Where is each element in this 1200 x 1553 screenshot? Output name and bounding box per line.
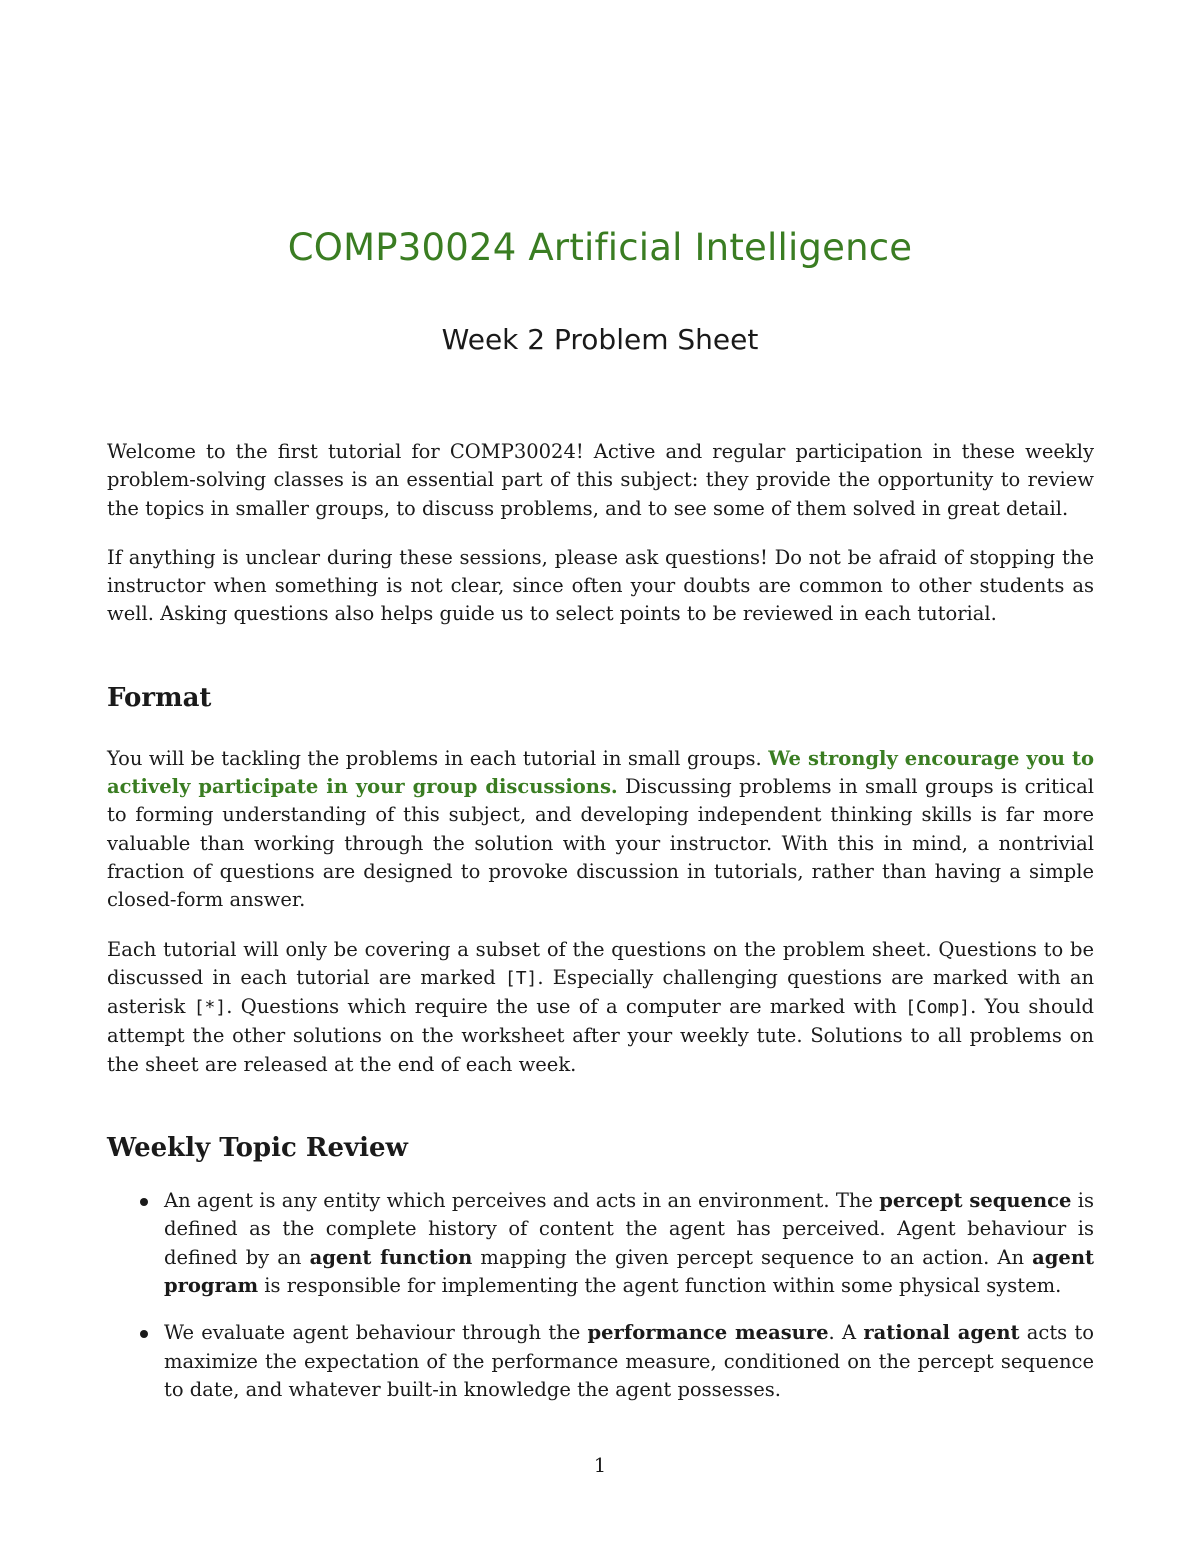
- term-rational-agent: rational agent: [863, 1321, 1020, 1345]
- format-p2-d: . You should attempt the other solutions on the worksheet after your weekly tute. Solutions to all problems on the sheet are released at the end of each week.: [107, 995, 1094, 1076]
- intro-paragraph-2: If anything is unclear during these sessions, please ask questions! Do not be afraid of stopping the instructor when something is not clear, since often your doubts are common to other students as well. Asking questions also helps guide us to select points to be reviewed in each tutorial.: [107, 545, 1094, 626]
- list-item: [107, 1319, 1094, 1404]
- format-p1-start: You will be tackling the problems in each tutorial in small groups.: [107, 746, 769, 770]
- page-number: 1: [593, 1454, 607, 1477]
- list-item: [107, 1187, 1094, 1300]
- item-text: is defined as the complete history of content the agent has perceived. Agent behaviour is defined by an: [164, 1189, 1094, 1269]
- format-p1-emphasis: We strongly encourage you to actively participate in your group discussions.: [107, 746, 1094, 799]
- bullet-icon: [140, 1198, 148, 1206]
- document-subtitle: Week 2 Problem Sheet: [441, 323, 759, 356]
- item-text: We evaluate agent behaviour through the: [164, 1321, 588, 1345]
- format-paragraph-1: [107, 745, 1094, 915]
- item-text: is responsible for implementing the agent function within some physical system.: [258, 1273, 1062, 1297]
- term-performance-measure: performance measure: [587, 1321, 829, 1345]
- format-paragraph-2: [107, 936, 1094, 1079]
- item-text: acts to maximize the expectation of the performance measure, conditioned on the percept sequence to date, and whatever built-in knowledge the agent possesses.: [164, 1321, 1094, 1401]
- document-body: [107, 438, 1094, 1404]
- format-p2-a: Each tutorial will only be covering a subset of the questions on the problem sheet. Questions to be discussed in each tutorial are marked: [107, 937, 1094, 989]
- term-agent-function: agent function: [309, 1245, 473, 1269]
- intro-paragraph-1: Welcome to the first tutorial for COMP30024! Active and regular participation in these weekly problem-solving classes is an essential part of this subject: they provide the opportunity to review the topics in smaller groups, to discuss problems, and to see some of them solved in great detail.: [107, 440, 1094, 520]
- format-p1-end: Discussing problems in small groups is critical to forming understanding of this subject, and developing independent thinking skills is far more valuable than working through the solution with your instructor. With this in mind, a nontrivial fraction of questions are designed to provoke discussion in tutorials, rather than having a simple closed-form answer.: [107, 775, 1094, 912]
- tag-computer: [Comp]: [905, 997, 971, 1019]
- item-text: . A: [828, 1321, 864, 1345]
- weekly-topic-heading: Weekly Topic Review: [107, 1133, 408, 1164]
- item-text: mapping the given percept sequence to an action. An: [472, 1245, 1033, 1269]
- term-agent-program: agent program: [164, 1245, 1095, 1297]
- term-percept-sequence: percept sequence: [879, 1189, 1072, 1213]
- format-heading: Format: [107, 682, 212, 713]
- item-text: An agent is any entity which perceives and acts in an environment. The: [164, 1189, 880, 1213]
- format-p2-c: . Questions which require the use of a computer are marked with: [226, 995, 906, 1019]
- document-title: COMP30024 Artificial Intelligence: [287, 226, 913, 269]
- tag-tutorial: [T]: [504, 967, 538, 989]
- format-p2-b: . Especially challenging questions are marked with an asterisk: [107, 965, 1094, 1019]
- bullet-icon: [140, 1330, 148, 1338]
- topic-review-list: [107, 1187, 1094, 1404]
- tag-challenging: [*]: [193, 997, 227, 1019]
